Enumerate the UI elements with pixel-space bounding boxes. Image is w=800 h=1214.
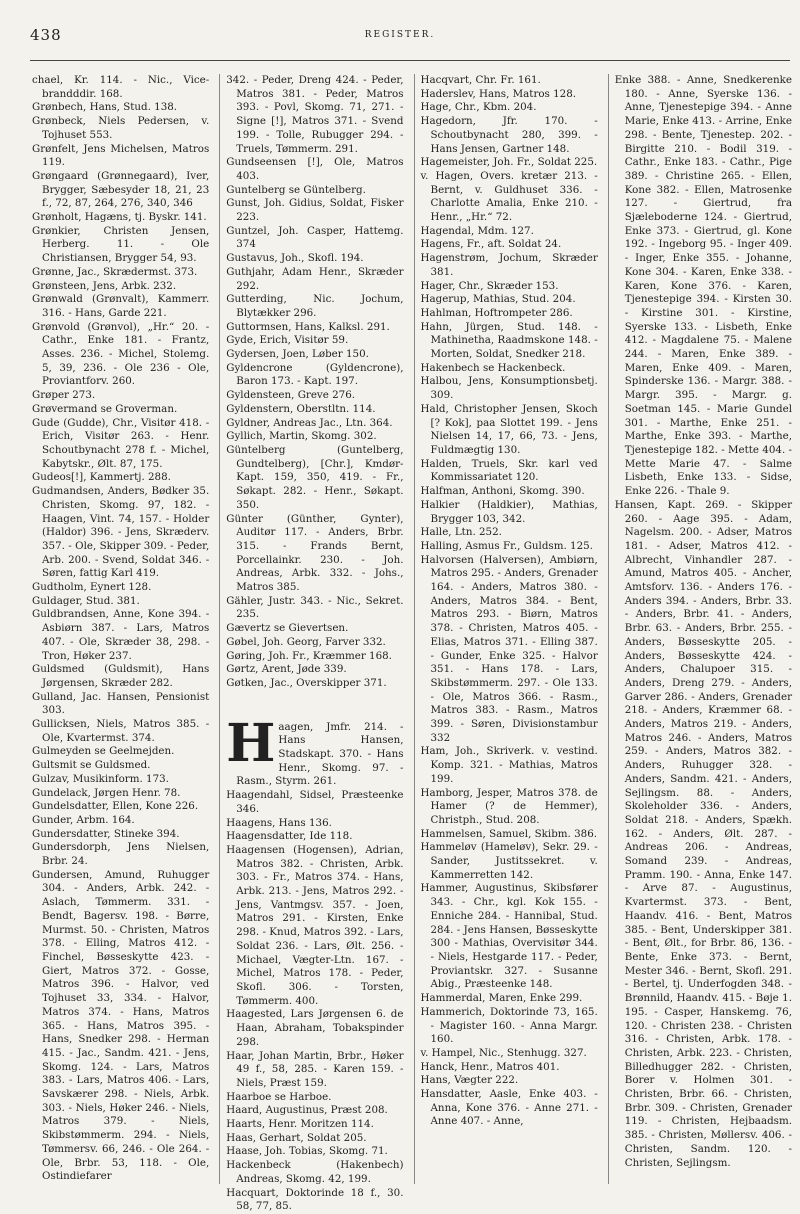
index-entry: Gundersdorph, Jens Nielsen, Brbr. 24.: [32, 841, 210, 868]
index-entry: Halfman, Anthoni, Skomg. 390.: [420, 485, 585, 498]
index-entry: Hagendal, Mdm. 127.: [420, 224, 534, 237]
index-entry: Guntzel, Joh. Casper, Hattemg. 374: [226, 224, 404, 251]
index-entry: Guldbrandsen, Anne, Kone 394. - Asbiørn 387. - Lars, Matros 407. - Ole, Skræder 38, 298. - Tron, Høker 237.: [32, 608, 210, 662]
index-entry: Grønne, Jac., Skrædermst. 373.: [32, 265, 198, 278]
index-entry: Hagedorn, Jfr. 170. - Schoutbynacht 280, 399. - Hans Jensen, Gartner 148.: [420, 115, 598, 155]
index-entry: Haar, Johan Martin, Brbr., Høker 49 f., 58, 285. - Karen 159. - Niels, Præst 159.: [226, 1049, 404, 1089]
index-entry: Guthjahr, Adam Henr., Skræder 292.: [226, 265, 404, 292]
index-entry: Gundelack, Jørgen Henr. 78.: [32, 786, 181, 799]
index-entry: Gundelsdatter, Ellen, Kone 226.: [32, 800, 199, 813]
index-entry: Gyldenstern, Oberstltn. 114.: [226, 402, 376, 415]
index-entry: Halvorsen (Halversen), Ambiørn, Matros 295. - Anders, Grenader 164. - Anders, Matros 380. - Anders, Matros 384. - Bent, Matros 293. - Biørn, Matros 378. - Christen, Matros 405. - Elias, Matros 371. - Elling 387. - Gunder, Enke 325. - Halvor 351. - Hans 178. - Lars, Skibstømmerm. 297. - Ole 133. - Ole, Matros 366. - Rasm., Matros 383. - Rasm., Matros 399. - Søren, Divisionstambur 332: [420, 553, 598, 744]
index-entry: Hage, Chr., Kbm. 204.: [420, 101, 537, 114]
header-rule: [30, 60, 790, 61]
index-entry: Halden, Truels, Skr. karl ved Kommissariatet 120.: [420, 457, 598, 484]
index-entry: Hans, Vægter 222.: [420, 1074, 519, 1087]
index-entry: Gulzav, Musikinform. 173.: [32, 772, 169, 785]
index-entry: Haase, Joh. Tobias, Skomg. 71.: [226, 1145, 388, 1158]
index-entry: Gudeos[!], Kammertj. 288.: [32, 471, 171, 484]
index-entry: Gunst, Joh. Gidius, Soldat, Fisker 223.: [226, 197, 404, 224]
index-entry: Grønbeck, Niels Pedersen, v. Tojhuset 553.: [32, 115, 210, 141]
index-entry: Gähler, Justr. 343. - Nic., Sekret. 235.: [226, 594, 404, 621]
index-entry: Hahlman, Hoftrompeter 286.: [420, 306, 573, 319]
index-entry: Güntelberg (Guntelberg, Gundtelberg), [Chr.], Kmdør-Kapt. 159, 350, 419. - Fr., Søkapt. 282. - Henr., Søkapt. 350.: [226, 443, 404, 511]
index-entry: Hagerup, Mathias, Stud. 204.: [420, 293, 576, 306]
index-entry: Gunder, Arbm. 164.: [32, 813, 135, 826]
section-initial-letter: H: [226, 712, 276, 774]
index-entry: 342. - Peder, Dreng 424. - Peder, Matros 381. - Peder, Matros 393. - Povl, Skomg. 71, 271. - Signe [!], Matros 371. - Svend 199. - Tolle, Rubugger 294. - Truels, Tømmerm. 291.: [226, 74, 404, 155]
index-entry: Guttormsen, Hans, Kalksl. 291.: [226, 320, 390, 333]
index-entry: Gyllich, Martin, Skomg. 302.: [226, 430, 377, 443]
index-entry: Guldager, Stud. 381.: [32, 594, 140, 607]
index-entry: Hackenbeck (Hakenbech) Andreas, Skomg. 42, 199.: [226, 1159, 404, 1185]
index-entry: Hammerich, Doktorinde 73, 165. - Magister 160. - Anna Margr. 160.: [420, 1005, 598, 1046]
running-head: REGISTER.: [364, 30, 436, 40]
index-column-4: [608, 74, 792, 1184]
index-column-3: [414, 74, 598, 1184]
index-entry: Hager, Chr., Skræder 153.: [420, 279, 559, 292]
index-entry: Gøring, Joh. Fr., Kræmmer 168.: [226, 649, 392, 662]
index-entry: Halling, Asmus Fr., Guldsm. 125.: [420, 539, 593, 552]
index-entry: Halle, Ltn. 252.: [420, 526, 502, 539]
index-entry: Gudtholm, Eynert 128.: [32, 581, 152, 594]
index-entry: Ham, Joh., Skriverk. v. vestind. Komp. 321. - Mathias, Matros 199.: [420, 745, 598, 785]
index-entry: Hagens, Fr., aft. Soldat 24.: [420, 238, 562, 251]
index-entry: Halkier (Haldkier), Mathias, Brygger 103, 342.: [420, 498, 598, 525]
index-entry: Haarboe se Harboe.: [226, 1090, 332, 1103]
index-entry: Hagenstrøm, Jochum, Skræder 381.: [420, 252, 598, 278]
index-entry: Haard, Augustinus, Præst 208.: [226, 1104, 388, 1117]
index-entry: Grøngaard (Grønnegaard), Iver, Brygger, Sæbesyder 18, 21, 23 f., 72, 87, 264, 276, 340, 346: [32, 169, 210, 210]
index-entry: Haagensdatter, Ide 118.: [226, 830, 353, 843]
index-entry: Gydersen, Joen, Løber 150.: [226, 348, 369, 361]
index-entry: Gævertz se Gievertsen.: [226, 622, 349, 635]
index-entry: Gundseensen [!], Ole, Matros 403.: [226, 156, 404, 182]
index-entry: Hammeløv (Hameløv), Sekr. 29. - Sander, Justitssekret. v. Kammerretten 142.: [420, 841, 598, 881]
index-entry: Gustavus, Joh., Skofl. 194.: [226, 252, 364, 265]
index-entry: Hamborg, Jesper, Matros 378. de Hamer (? de Hemmer), Christph., Stud. 208.: [420, 786, 598, 826]
index-entry: v. Hampel, Nic., Stenhugg. 327.: [420, 1046, 587, 1059]
index-entry: Gulland, Jac. Hansen, Pensionist 303.: [32, 690, 210, 717]
index-entry: Gyde, Erich, Visitør 59.: [226, 334, 349, 347]
index-entry: Hansen, Kapt. 269. - Skipper 260. - Aage 395. - Adam, Nagelsm. 200. - Adser, Matros 181. - Adser, Matros 412. - Albrecht, Vinhandler 287. - Amund, Matros 405. - Ancher, Amtsforv. 136. - Anders 176. - Anders 394. - Anders, Brbr. 33. - Anders, Brbr. 41. - Anders, Brbr. 63. - Anders, Brbr. 255. - Anders, Bøsseskytte 205. - Anders, Bøsseskytte 424. - Anders, Chalupoer 315. - Anders, Dreng 279. - Anders, Garver 286. - Anders, Grenader 218. - Anders, Kræmmer 68. - Anders, Matros 219. - Anders, Matros 246. - Anders, Matros 259. - Anders, Matros 382. - Anders, Ruhugger 328. - Anders, Sandm. 421. - Anders, Sejlingsm. 88. - Anders, Skoleholder 336. - Anders, Soldat 218. - Anders, Spækh. 162. - Anders, Ølt. 287. - Andreas 206. - Andreas, Somand 239. - Andreas, Pramm. 190. - Anna, Enke 147. - Arve 87. - Augustinus, Kvartermst. 373. - Bent, Haandv. 416. - Bent, Matros 385. - Bent, Underskipper 381. - Bent, Ølt., for Brbr. 86, 136. - Bente, Enke 373. - Bernt, Mester 346. - Bernt, Skofl. 291. - Bertel, tj. Underfogden 348. - Brønnild, Haandv. 415. - Bøje 1. 195. - Casper, Hanskemg. 76, 120. - Christen 238. - Christen 316. - Christen, Arbk. 178. - Christen, Arbk. 223. - Christen, Billedhugger 282. - Christen, Borer v. Holmen 301. - Christen, Brbr. 66. - Christen, Brbr. 309. - Christen, Grenader 119. - Christen, Hejbaadsm. 385. - Christen, Møllersv. 406. - Christen, Sandm. 120. - Christen, Sejlingsm.: [614, 498, 792, 1169]
index-columns: [32, 74, 792, 1213]
index-entry: Grønholt, Hagæns, tj. Byskr. 141.: [32, 211, 207, 224]
index-entry: Grønkier, Christen Jensen, Herberg. 11. - Ole Christiansen, Brygger 54, 93.: [32, 224, 210, 265]
index-entry: Grønbech, Hans, Stud. 138.: [32, 101, 178, 114]
index-column-2: [219, 74, 404, 1213]
index-entry: Grønfelt, Jens Michelsen, Matros 119.: [32, 142, 210, 169]
index-entry: Grønwald (Grønvalt), Kammerr. 316. - Hans, Garde 221.: [32, 293, 210, 319]
index-entry: Guldsmed (Guldsmit), Hans Jørgensen, Skræder 282.: [32, 663, 210, 689]
index-entry: Hacqvart, Chr. Fr. 161.: [420, 74, 541, 86]
index-entry: Hanck, Henr., Matros 401.: [420, 1060, 560, 1073]
index-entry: Gyldensteen, Greve 276.: [226, 389, 356, 402]
index-entry: Haagendahl, Sidsel, Præsteenke 346.: [226, 789, 404, 815]
index-entry: Grønvold (Grønvol), „Hr.“ 20. - Cathr., Enke 181. - Frantz, Asses. 236. - Michel, Stolemg. 5, 39, 236. - Ole 236 - Ole, Proviantforv. 260.: [32, 320, 210, 388]
index-entry: Gørtz, Arent, Jøde 339.: [226, 663, 347, 676]
index-entry: Hakenbech se Hackenbeck.: [420, 361, 566, 374]
index-entry: Halbou, Jens, Konsumptionsbetj. 309.: [420, 375, 598, 402]
index-entry: Gutterding, Nic. Jochum, Blytækker 296.: [226, 293, 404, 319]
index-entry: Günter (Günther, Gynter), Auditør 117. - Anders, Brbr. 315. - Frands Bernt, Porcellainkr. 230. - Joh. Andreas, Arbk. 332. - Johs., Matros 385.: [226, 512, 404, 594]
index-entry: Gøtken, Jac., Overskipper 371.: [226, 676, 387, 689]
index-entry: Hammerdal, Maren, Enke 299.: [420, 992, 583, 1005]
index-entry: Gulmeyden se Geelmejden.: [32, 745, 175, 758]
index-entry: Hald, Christopher Jensen, Skoch [? Kok], paa Slottet 199. - Jens Nielsen 14, 17, 66, 73. - Jens, Fuldmægtig 130.: [420, 402, 598, 456]
index-entry: Gyldner, Andreas Jac., Ltn. 364.: [226, 416, 393, 429]
index-entry: Gudmandsen, Anders, Bødker 35. Christen, Skomg. 97, 182. - Haagen, Vint. 74, 157. - Holder (Haldor) 396. - Jens, Skræderv. 357. - Ole, Skipper 309. - Peder, Arb. 200. - Svend, Soldat 346. - Søren, fattig Karl 419.: [32, 485, 210, 580]
index-entry: Gøbel, Joh. Georg, Farver 332.: [226, 635, 386, 648]
index-entry: Hammer, Augustinus, Skibsfører 343. - Chr., kgl. Kok 155. - Enniche 284. - Hannibal, Stud. 284. - Jens Hansen, Bøsseskytte 300 - Mathias, Overvisitør 344. - Niels, Hestgarde 117. - Peder, Proviantskr. 327. - Susanne Abig., Præsteenke 148.: [420, 882, 598, 991]
index-entry: Haarts, Henr. Moritzen 114.: [226, 1118, 374, 1131]
index-entry: Gullicksen, Niels, Matros 385. - Ole, Kvartermst. 374.: [32, 718, 210, 744]
index-entry: Hagemeister, Joh. Fr., Soldat 225.: [420, 156, 598, 169]
index-entry: Gyldencrone (Gyldencrone), Baron 173. - Kapt. 197.: [226, 361, 404, 388]
index-entry: Gundersen, Amund, Ruhugger 304. - Anders, Arbk. 242. - Aslach, Tømmerm. 331. - Bendt, Bagersv. 198. - Børre, Murmst. 50. - Christen, Matros 378. - Elling, Matros 412. - Finchel, Bøsseskytte 423. - Giert, Matros 372. - Gosse, Matros 396. - Halvor, ved Tojhuset 33, 334. - Halvor, Matros 374. - Hans, Matros 365. - Hans, Matros 395. - Hans, Snedker 298. - Herman 415. - Jac., Sandm. 421. - Jens, Skomg. 124. - Lars, Matros 383. - Lars, Matros 406. - Lars, Savskærer 298. - Niels, Arbk. 303. - Niels, Høker 246. - Niels, Matros 379. - Niels, Skibstømmerm. 294. - Niels, Tømmersv. 66, 246. - Ole 264. - Ole, Brbr. 53, 118. - Ole, Ostindiefarer: [32, 868, 210, 1183]
index-entry: Haagens, Hans 136.: [226, 816, 332, 829]
index-entry: Grønsteen, Jens, Arbk. 232.: [32, 279, 177, 292]
index-entry: Hacquart, Doktorinde 18 f., 30. 58, 77, 85.: [226, 1186, 404, 1213]
index-entry: Grøper 273.: [32, 389, 96, 402]
index-entry: Gundersdatter, Stineke 394.: [32, 827, 180, 840]
index-entry: Haagen, Jmfr. 214. - Hans Hansen, Stadskapt. 370. - Hans Henr., Skomg. 97. - Rasm., Styrm. 261.: [226, 712, 404, 788]
index-entry: Guntelberg se Güntelberg.: [226, 183, 366, 196]
index-entry: Gude (Gudde), Chr., Visitør 418. - Erich, Visitør 263. - Henr. Schoutbynacht 278 f. - Michel, Kabytskr., Ølt. 87, 175.: [32, 416, 210, 470]
index-entry: Haderslev, Hans, Matros 128.: [420, 87, 577, 100]
index-entry: chael, Kr. 114. - Nic., Vice-brandddir. 168.: [32, 74, 210, 100]
index-entry: Gultsmit se Guldsmed.: [32, 759, 151, 772]
page-number: 438: [30, 26, 62, 44]
index-entry: Hammelsen, Samuel, Skibm. 386.: [420, 827, 598, 840]
index-entry: Enke 388. - Anne, Snedkerenke 180. - Anne, Syerske 136. - Anne, Tjenestepige 394. - Anne Marie, Enke 413. - Arrine, Enke 298. - Bente, Tjenestep. 202. - Birgitte 210. - Bodil 319. - Cathr., Enke 183. - Cathr., Pige 389. - Christine 265. - Ellen, Kone 382. - Ellen, Matrosenke 127. - Giertrud, fra Sjæleboderne 124. - Giertrud, Enke 373. - Giertrud, gl. Kone 192. - Ingeborg 95. - Inger 409. - Inger, Enke 355. - Johanne, Kone 304. - Karen, Enke 338. - Karen, Kone 376. - Karen, Tjenestepige 394. - Kirsten 30. - Kirstine 301. - Kirstine, Syerske 133. - Lisbeth, Enke 412. - Magdalene 75. - Malene 244. - Maren, Enke 389. - Maren, Enke 409. - Maren, Spinderske 136. - Margr. 388. - Margr. 395. - Margr. g. Soetman 145. - Marie Gundel 301. - Marthe, Enke 251. - Marthe, Enke 393. - Marthe, Tjenestepige 182. - Mette 404. - Mette Marie 47. - Salme Lisbeth, Enke 133. - Sidse, Enke 226. - Thale 9.: [614, 74, 792, 498]
index-column-1: [32, 74, 209, 1184]
index-entry: Haagested, Lars Jørgensen 6. de Haan, Abraham, Tobakspinder 298.: [226, 1008, 404, 1048]
index-entry: v. Hagen, Overs. kretær 213. - Bernt, v. Guldhuset 336. - Charlotte Amalia, Enke 210. - Henr., „Hr.“ 72.: [420, 169, 598, 224]
index-entry: Hansdatter, Aasle, Enke 403. - Anna, Kone 376. - Anne 271. - Anne 407. - Anne,: [420, 1088, 598, 1128]
index-entry: Haas, Gerhart, Soldat 205.: [226, 1131, 367, 1144]
index-entry: Grøvermand se Groverman.: [32, 402, 178, 415]
index-entry: Haagensen (Hogensen), Adrian, Matros 382. - Christen, Arbk. 303. - Fr., Matros 374. - Hans, Arbk. 213. - Jens, Matros 292. - Jens, Vantmgsv. 357. - Joen, Matros 291. - Kirsten, Enke 298. - Knud, Matros 392. - Lars, Soldat 236. - Lars, Ølt. 256. - Michael, Vægter-Ltn. 167. - Michel, Matros 178. - Peder, Skofl. 306. - Torsten, Tømmerm. 400.: [226, 843, 404, 1007]
index-entry: Hahn, Jürgen, Stud. 148. - Mathinetha, Raadmskone 148. - Morten, Soldat, Snedker 218.: [420, 320, 598, 361]
